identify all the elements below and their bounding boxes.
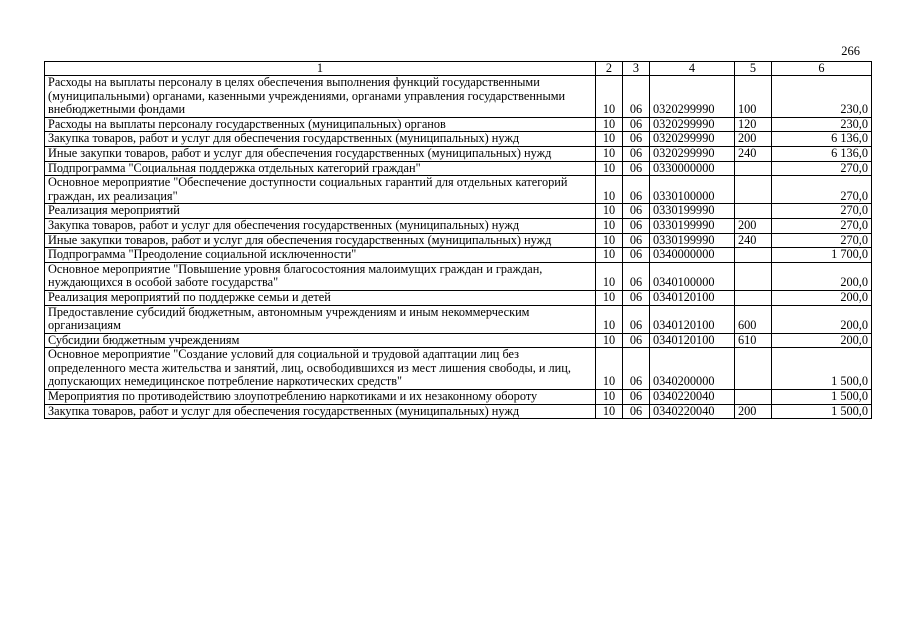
cell-podrazdel: 06 <box>623 248 650 263</box>
cell-sum: 200,0 <box>772 262 872 290</box>
cell-name: Мероприятия по противодействию злоупотреблению наркотиками и их незаконному обороту <box>45 390 596 405</box>
cell-sum: 1 500,0 <box>772 348 872 390</box>
table-row <box>45 132 872 147</box>
table-row <box>45 117 872 132</box>
table-row <box>45 262 872 290</box>
cell-podrazdel: 06 <box>623 218 650 233</box>
cell-target-article: 0340120100 <box>650 290 735 305</box>
cell-razdel: 10 <box>596 262 623 290</box>
table-row <box>45 333 872 348</box>
cell-target-article: 0340100000 <box>650 262 735 290</box>
header-row <box>45 62 872 76</box>
cell-razdel: 10 <box>596 404 623 419</box>
cell-name: Предоставление субсидий бюджетным, автономным учреждениям и иным некоммерческим организациям <box>45 305 596 333</box>
header-col-6: 6 <box>772 62 872 76</box>
cell-razdel: 10 <box>596 333 623 348</box>
table-header <box>45 62 872 76</box>
cell-target-article: 0320299990 <box>650 132 735 147</box>
cell-name: Расходы на выплаты персоналу государственных (муниципальных) органов <box>45 117 596 132</box>
cell-target-article: 0340120100 <box>650 333 735 348</box>
cell-podrazdel: 06 <box>623 233 650 248</box>
cell-sum: 1 500,0 <box>772 404 872 419</box>
table-row <box>45 348 872 390</box>
cell-expense-type <box>735 262 772 290</box>
cell-razdel: 10 <box>596 348 623 390</box>
cell-target-article: 0320299990 <box>650 76 735 118</box>
cell-name: Подпрограмма "Социальная поддержка отдельных категорий граждан" <box>45 161 596 176</box>
cell-sum: 6 136,0 <box>772 146 872 161</box>
cell-target-article: 0320299990 <box>650 146 735 161</box>
cell-target-article: 0320299990 <box>650 117 735 132</box>
cell-razdel: 10 <box>596 290 623 305</box>
cell-expense-type <box>735 348 772 390</box>
table-row <box>45 218 872 233</box>
cell-sum: 230,0 <box>772 76 872 118</box>
cell-podrazdel: 06 <box>623 161 650 176</box>
cell-podrazdel: 06 <box>623 290 650 305</box>
cell-razdel: 10 <box>596 146 623 161</box>
cell-podrazdel: 06 <box>623 204 650 219</box>
cell-sum: 200,0 <box>772 305 872 333</box>
cell-name: Закупка товаров, работ и услуг для обеспечения государственных (муниципальных) нужд <box>45 218 596 233</box>
cell-podrazdel: 06 <box>623 390 650 405</box>
cell-expense-type: 200 <box>735 132 772 147</box>
table-row <box>45 76 872 118</box>
table-row <box>45 248 872 263</box>
cell-target-article: 0340220040 <box>650 390 735 405</box>
cell-expense-type: 120 <box>735 117 772 132</box>
cell-target-article: 0340200000 <box>650 348 735 390</box>
table-row <box>45 161 872 176</box>
cell-name: Основное мероприятие "Обеспечение доступности социальных гарантий для отдельных категорий граждан, их реализация" <box>45 176 596 204</box>
cell-expense-type: 610 <box>735 333 772 348</box>
cell-target-article: 0340000000 <box>650 248 735 263</box>
table-row <box>45 233 872 248</box>
cell-target-article: 0330100000 <box>650 176 735 204</box>
cell-sum: 6 136,0 <box>772 132 872 147</box>
cell-sum: 270,0 <box>772 161 872 176</box>
cell-name: Подпрограмма "Преодоление социальной исключенности" <box>45 248 596 263</box>
cell-expense-type <box>735 390 772 405</box>
table-row <box>45 146 872 161</box>
cell-sum: 270,0 <box>772 218 872 233</box>
cell-razdel: 10 <box>596 161 623 176</box>
cell-target-article: 0330199990 <box>650 233 735 248</box>
cell-name: Реализация мероприятий по поддержке семьи и детей <box>45 290 596 305</box>
cell-razdel: 10 <box>596 390 623 405</box>
table-row <box>45 390 872 405</box>
table-row <box>45 204 872 219</box>
cell-expense-type: 200 <box>735 218 772 233</box>
cell-podrazdel: 06 <box>623 262 650 290</box>
cell-podrazdel: 06 <box>623 132 650 147</box>
cell-podrazdel: 06 <box>623 117 650 132</box>
cell-target-article: 0330199990 <box>650 204 735 219</box>
table-body <box>45 76 872 419</box>
cell-name: Основное мероприятие "Создание условий для социальной и трудовой адаптации лиц без определенного места жительства и занятий, лиц, освободившихся из мест лишения свободы, и лиц, допускающих немедицинское потребление наркотических средств" <box>45 348 596 390</box>
cell-sum: 270,0 <box>772 233 872 248</box>
budget-table <box>44 61 872 419</box>
cell-podrazdel: 06 <box>623 404 650 419</box>
cell-sum: 270,0 <box>772 204 872 219</box>
cell-name: Субсидии бюджетным учреждениям <box>45 333 596 348</box>
table-row <box>45 176 872 204</box>
cell-target-article: 0340120100 <box>650 305 735 333</box>
header-col-3: 3 <box>623 62 650 76</box>
cell-podrazdel: 06 <box>623 305 650 333</box>
cell-podrazdel: 06 <box>623 76 650 118</box>
cell-sum: 230,0 <box>772 117 872 132</box>
cell-podrazdel: 06 <box>623 146 650 161</box>
cell-sum: 270,0 <box>772 176 872 204</box>
cell-name: Реализация мероприятий <box>45 204 596 219</box>
cell-sum: 200,0 <box>772 333 872 348</box>
cell-razdel: 10 <box>596 132 623 147</box>
cell-name: Иные закупки товаров, работ и услуг для обеспечения государственных (муниципальных) нужд <box>45 146 596 161</box>
page-number: 266 <box>841 44 860 58</box>
cell-sum: 1 700,0 <box>772 248 872 263</box>
cell-expense-type: 240 <box>735 233 772 248</box>
cell-expense-type <box>735 248 772 263</box>
cell-name: Закупка товаров, работ и услуг для обеспечения государственных (муниципальных) нужд <box>45 132 596 147</box>
cell-name: Иные закупки товаров, работ и услуг для обеспечения государственных (муниципальных) нужд <box>45 233 596 248</box>
cell-expense-type <box>735 290 772 305</box>
cell-razdel: 10 <box>596 204 623 219</box>
cell-expense-type <box>735 176 772 204</box>
cell-podrazdel: 06 <box>623 176 650 204</box>
cell-expense-type <box>735 204 772 219</box>
cell-razdel: 10 <box>596 117 623 132</box>
cell-name: Основное мероприятие "Повышение уровня благосостояния малоимущих граждан и граждан, нуждающихся в особой заботе государства" <box>45 262 596 290</box>
cell-target-article: 0330199990 <box>650 218 735 233</box>
cell-expense-type: 100 <box>735 76 772 118</box>
table-row <box>45 305 872 333</box>
cell-razdel: 10 <box>596 176 623 204</box>
cell-expense-type: 240 <box>735 146 772 161</box>
table-row <box>45 290 872 305</box>
table-row <box>45 404 872 419</box>
cell-sum: 1 500,0 <box>772 390 872 405</box>
cell-expense-type: 600 <box>735 305 772 333</box>
cell-expense-type <box>735 161 772 176</box>
cell-razdel: 10 <box>596 76 623 118</box>
cell-name: Расходы на выплаты персоналу в целях обеспечения выполнения функций государственными (муниципальными) органами, казенными учреждениями, органами управления государственными внебюджетными фондами <box>45 76 596 118</box>
cell-name: Закупка товаров, работ и услуг для обеспечения государственных (муниципальных) нужд <box>45 404 596 419</box>
cell-target-article: 0330000000 <box>650 161 735 176</box>
cell-razdel: 10 <box>596 218 623 233</box>
cell-podrazdel: 06 <box>623 333 650 348</box>
cell-target-article: 0340220040 <box>650 404 735 419</box>
header-col-4: 4 <box>650 62 735 76</box>
cell-podrazdel: 06 <box>623 348 650 390</box>
header-col-1: 1 <box>45 62 596 76</box>
header-col-2: 2 <box>596 62 623 76</box>
cell-razdel: 10 <box>596 305 623 333</box>
cell-razdel: 10 <box>596 248 623 263</box>
cell-expense-type: 200 <box>735 404 772 419</box>
cell-razdel: 10 <box>596 233 623 248</box>
header-col-5: 5 <box>735 62 772 76</box>
cell-sum: 200,0 <box>772 290 872 305</box>
